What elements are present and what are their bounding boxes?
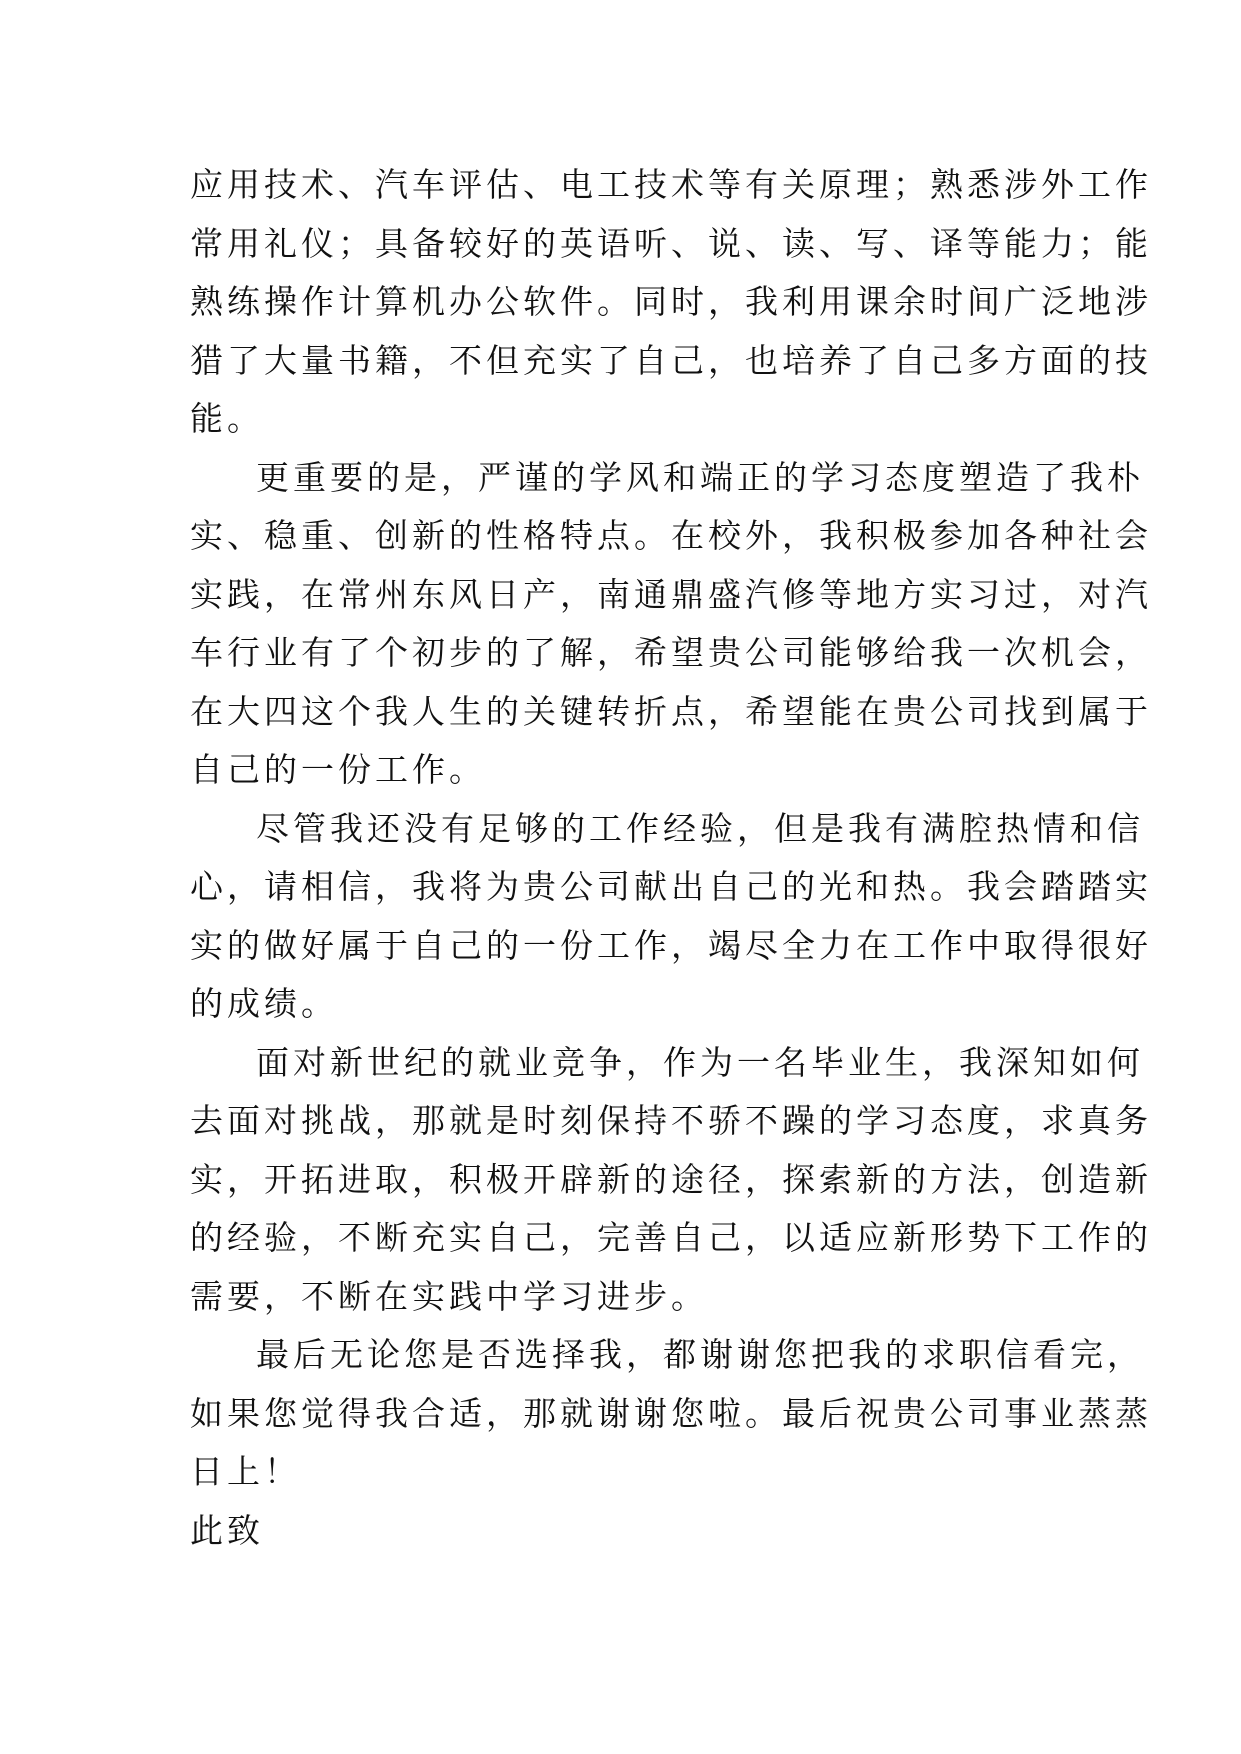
text-line: 能。 (190, 399, 264, 438)
text-line: 尽管我还没有足够的工作经验，但是我有满腔热情和信 (256, 808, 1144, 848)
paragraph-character (190, 449, 1152, 800)
text-line: 常用礼仪；具备较好的英语听、说、读、写、译等能力；能 (190, 223, 1152, 263)
paragraph-closing-wishes (190, 1326, 1152, 1502)
text-line: 猎了大量书籍，不但充实了自己，也培养了自己多方面的技 (190, 340, 1152, 380)
letter-body (190, 156, 1152, 1560)
text-line: 的经验，不断充实自己，完善自己，以适应新形势下工作的 (190, 1218, 1152, 1257)
text-line: 实践，在常州东风日产，南通鼎盛汽修等地方实习过，对汽 (190, 574, 1152, 614)
text-line: 面对新世纪的就业竞争，作为一名毕业生，我深知如何 (256, 1042, 1144, 1082)
paragraph-enthusiasm (190, 800, 1152, 1034)
text-line: 实的做好属于自己的一份工作，竭尽全力在工作中取得很好 (190, 925, 1152, 965)
closing-salutation: 此致 (190, 1510, 264, 1550)
text-line: 日上！ (190, 1452, 301, 1491)
text-line: 自己的一份工作。 (190, 750, 486, 789)
text-line: 车行业有了个初步的了解，希望贵公司能够给我一次机会， (190, 633, 1152, 672)
text-line: 实，开拓进取，积极开辟新的途径，探索新的方法，创造新 (190, 1159, 1152, 1199)
text-line: 实、稳重、创新的性格特点。在校外，我积极参加各种社会 (190, 516, 1152, 555)
paragraph-challenge (190, 1034, 1152, 1327)
text-line: 最后无论您是否选择我，都谢谢您把我的求职信看完， (256, 1335, 1144, 1374)
text-line: 去面对挑战，那就是时刻保持不骄不躁的学习态度，求真务 (190, 1101, 1152, 1140)
text-line: 的成绩。 (190, 984, 338, 1023)
text-line: 心，请相信，我将为贵公司献出自己的光和热。我会踏踏实 (190, 867, 1152, 906)
text-line: 需要，不断在实践中学习进步。 (190, 1276, 708, 1316)
text-line: 在大四这个我人生的关键转折点，希望能在贵公司找到属于 (190, 691, 1152, 731)
text-line: 如果您觉得我合适，那就谢谢您啦。最后祝贵公司事业蒸蒸 (190, 1393, 1152, 1433)
text-line: 熟练操作计算机办公软件。同时，我利用课余时间广泛地涉 (190, 282, 1152, 321)
paragraph-skills (190, 156, 1152, 449)
text-line: 更重要的是，严谨的学风和端正的学习态度塑造了我朴 (256, 457, 1144, 497)
text-line: 应用技术、汽车评估、电工技术等有关原理；熟悉涉外工作 (190, 165, 1152, 204)
